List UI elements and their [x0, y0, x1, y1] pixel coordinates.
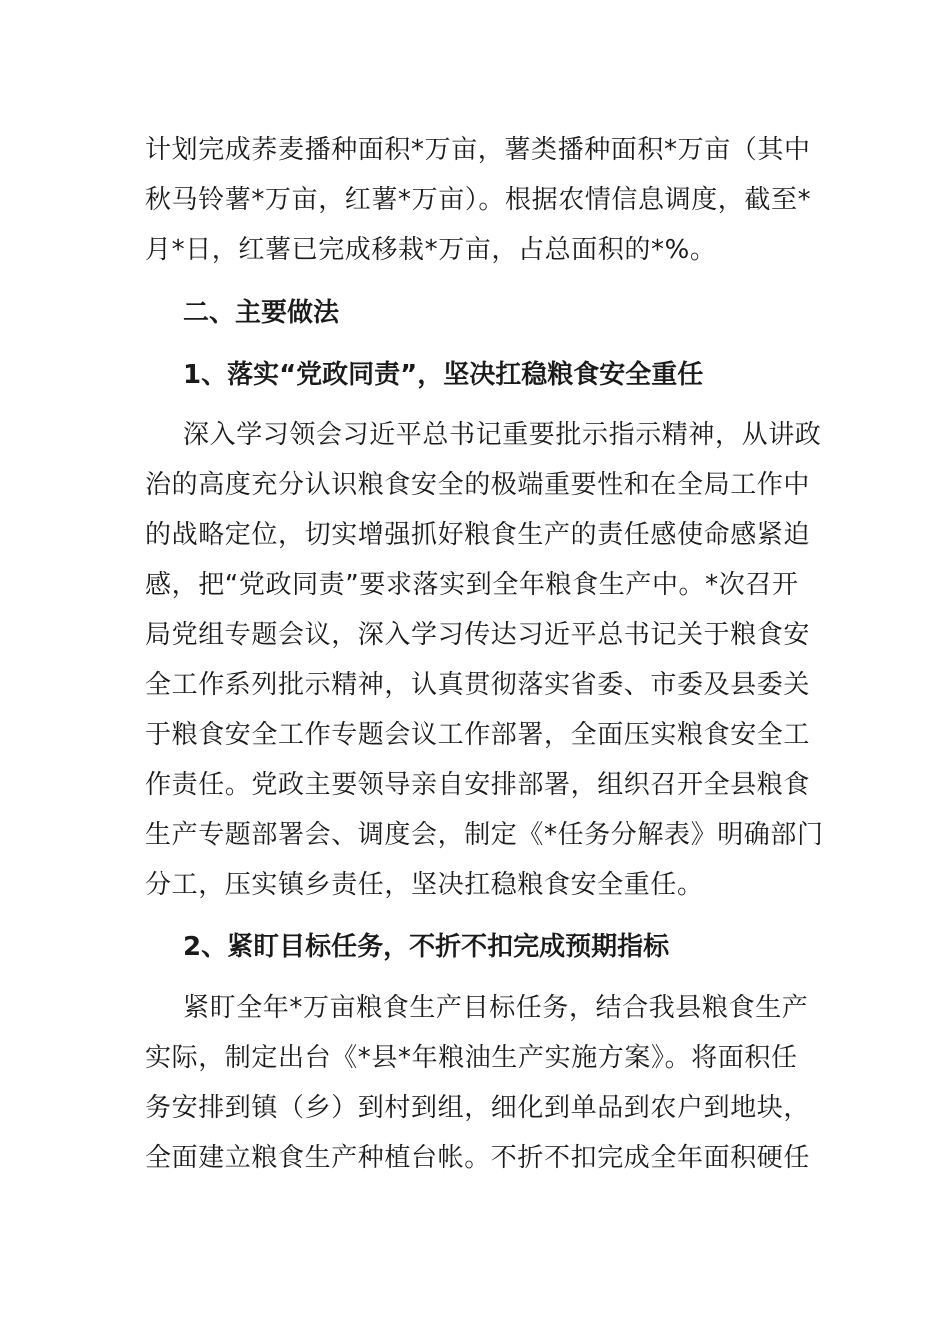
section-title: 二、主要做法 [183, 298, 340, 328]
subsection-2-line-4: 全面建立粮食生产种植台帐。不折不扣完成全年面积硬任 [145, 1143, 811, 1173]
subsection-1-title: 1、落实“党政同责”，坚决扛稳粮食安全重任 [183, 360, 704, 390]
subsection-1-line-10: 分工，压实镇乡责任，坚决扛稳粮食安全重任。 [145, 870, 704, 900]
subsection-2-line-2: 实际，制定出台《*县*年粮油生产实施方案》。将面积任 [145, 1043, 798, 1073]
subsection-2-title: 2、紧盯目标任务，不折不扣完成预期指标 [183, 932, 670, 962]
subsection-1-line-3: 的战略定位，切实增强抓好粮食生产的责任感使命感紧迫 [145, 520, 811, 550]
intro-line-1: 计划完成荞麦播种面积*万亩，薯类播种面积*万亩（其中 [145, 135, 811, 165]
subsection-1-line-6: 全工作系列批示精神，认真贯彻落实省委、市委及县委关 [145, 670, 811, 700]
subsection-1-line-2: 治的高度充分认识粮食安全的极端重要性和在全局工作中 [145, 470, 811, 500]
subsection-2-line-1: 紧盯全年*万亩粮食生产目标任务，结合我县粮食生产 [183, 993, 809, 1023]
intro-line-3: 月*日，红薯已完成移栽*万亩，占总面积的*%。 [145, 235, 717, 265]
subsection-1-line-7: 于粮食安全工作专题会议工作部署，全面压实粮食安全工 [145, 720, 811, 750]
subsection-1-line-9: 生产专题部署会、调度会，制定《*任务分解表》明确部门 [145, 820, 824, 850]
subsection-1-line-1: 深入学习领会习近平总书记重要批示指示精神，从讲政 [183, 420, 822, 450]
subsection-1-line-5: 局党组专题会议，深入学习传达习近平总书记关于粮食安 [145, 620, 811, 650]
intro-line-2: 秋马铃薯*万亩，红薯*万亩）。根据农情信息调度，截至* [145, 185, 812, 215]
subsection-1-line-4: 感，把“党政同责”要求落实到全年粮食生产中。*次召开 [145, 570, 799, 600]
subsection-1-line-8: 作责任。党政主要领导亲自安排部署，组织召开全县粮食 [145, 770, 811, 800]
subsection-2-line-3: 务安排到镇（乡）到村到组，细化到单品到农户到地块， [145, 1093, 811, 1123]
